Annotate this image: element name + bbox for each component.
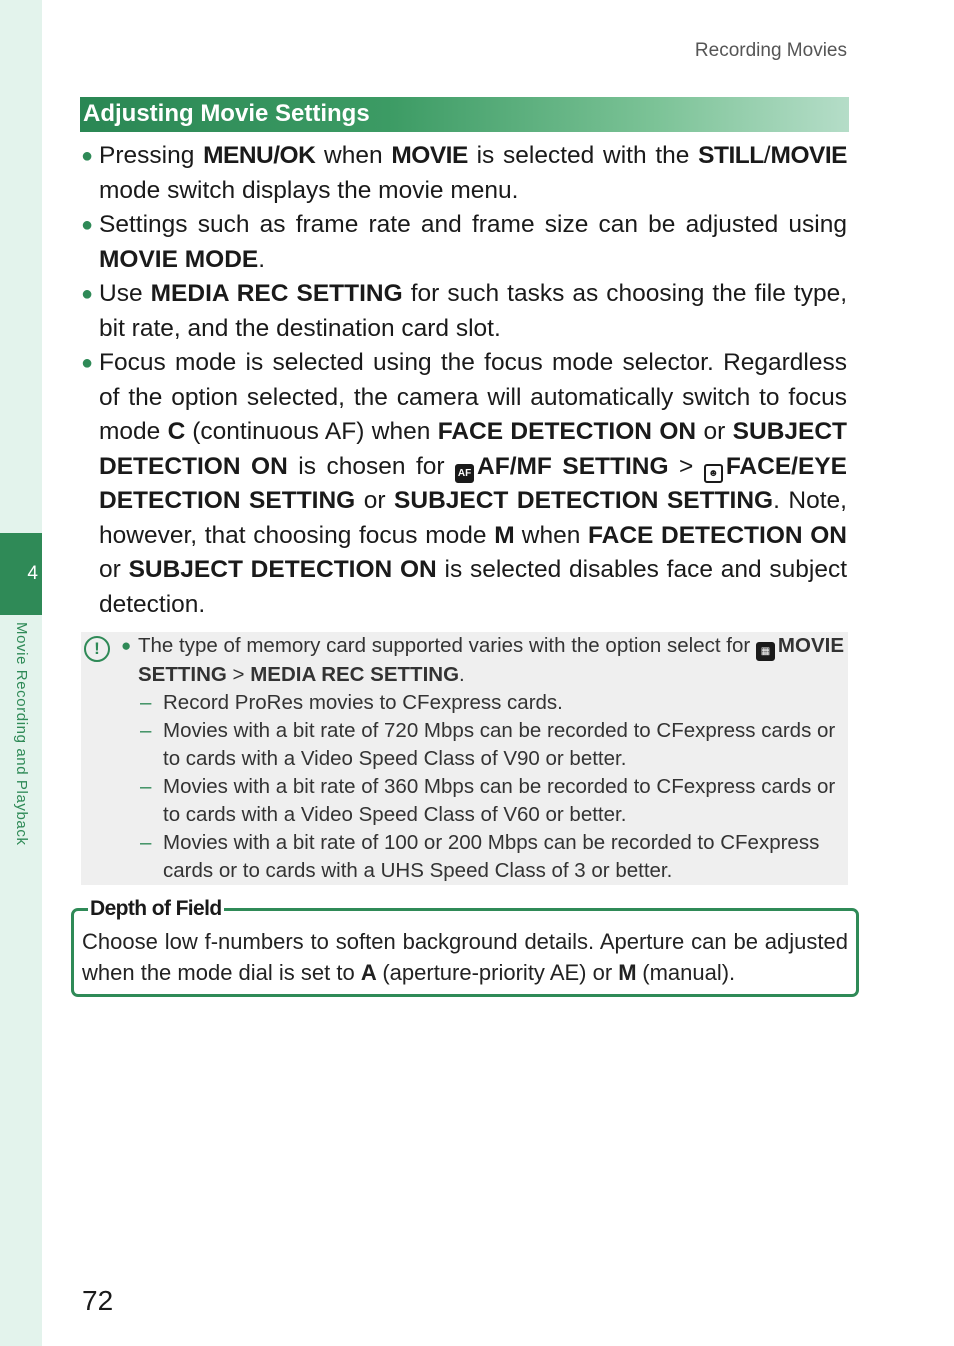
bullet-text: (continuous AF) when (184, 418, 438, 445)
menu-item-name: SUBJECT DETECTION SETTING (394, 487, 774, 514)
chapter-label: Movie Recording and Playback (13, 622, 30, 846)
bullet-text: or (99, 556, 129, 583)
depth-of-field-box (71, 897, 859, 997)
bullet-text: is selected with the (467, 142, 699, 169)
note-main-item (121, 632, 844, 689)
note-sub-item (121, 773, 844, 829)
bullet-dot: ● (81, 145, 94, 167)
bullet-text: > (668, 452, 704, 480)
menu-item-name: MOVIE MODE (99, 245, 259, 273)
bullet-item (79, 139, 847, 208)
mode-m-label: M (618, 960, 637, 985)
note-sub-text: Movies with a bit rate of 720 Mbps can be recorded to CFexpress cards or to cards with a Video Speed Class of V90 or better. (163, 719, 836, 770)
menu-item-name: MEDIA REC SETTING (250, 663, 460, 686)
af-mf-menu-icon: AF (455, 464, 474, 483)
bullet-text: Focus mode is selected using the focus mode selector. Regardless of the option selected, the camera will automatically switch to focus mode (99, 349, 847, 445)
bullet-text: Pressing (99, 142, 204, 169)
bullet-list (79, 139, 847, 622)
menu-item-name: FACE/EYE DETECTION SETTING (99, 452, 847, 514)
menu-item-name: MOVIE SETTING (138, 634, 844, 686)
note-text: . (459, 663, 465, 686)
bullet-text: for such tasks as choosing the file type, bit rate, and the destination card slot. (99, 280, 847, 342)
note-sub-text: Movies with a bit rate of 100 or 200 Mbps can be recorded to CFexpress cards or to cards with a UHS Speed Class of 3 or better. (163, 831, 820, 882)
bullet-text: / (763, 142, 771, 169)
bullet-text: when (514, 521, 589, 549)
note-text: The type of memory card supported varies with the option select for (138, 634, 756, 657)
dash-marker: – (140, 775, 152, 798)
bullet-text: or (355, 487, 395, 514)
menu-ok-button-label: MENU/OK (203, 142, 316, 169)
mode-a-label: A (360, 960, 377, 985)
menu-item-name: SUBJECT DETECTION ON (128, 556, 437, 583)
bullet-text: is selected disables face and subject detection. (99, 556, 848, 618)
running-head: Recording Movies (694, 40, 847, 61)
menu-item-name: MEDIA REC SETTING (150, 280, 403, 307)
still-label: STILL (698, 142, 764, 169)
page-number: 72 (82, 1285, 114, 1316)
note-sub-item (121, 717, 844, 773)
focus-mode-m-label: M (494, 521, 515, 549)
note-text: > (226, 663, 251, 686)
bullet-text: . (258, 245, 266, 273)
menu-item-name: FACE DETECTION ON (437, 418, 697, 445)
movie-label: MOVIE (391, 142, 468, 169)
chapter-tab[interactable] (0, 533, 42, 615)
dash-marker: – (140, 831, 152, 854)
bullet-item (79, 346, 847, 622)
menu-item-name: FACE DETECTION ON (588, 521, 847, 549)
bullet-item (79, 277, 847, 346)
dash-marker: – (140, 691, 152, 714)
bullet-text: mode switch displays the movie menu. (99, 176, 519, 204)
dof-text: (manual). (636, 960, 736, 985)
note-sub-item (121, 689, 844, 717)
bullet-dot: ● (81, 283, 94, 305)
section-title: Adjusting Movie Settings (80, 97, 849, 132)
bullet-dot: ● (81, 352, 94, 374)
depth-of-field-body (82, 926, 848, 988)
bullet-dot: ● (121, 636, 132, 655)
bullet-text: Settings such as frame rate and frame size can be adjusted using (99, 211, 847, 238)
note-sub-text: Record ProRes movies to CFexpress cards. (163, 691, 563, 714)
movie-setting-icon: ▦ (756, 642, 775, 661)
note-sub-item (121, 829, 844, 885)
note-box (81, 632, 848, 885)
bullet-text: . Note, however, that choosing focus mode (99, 487, 847, 549)
bullet-text: Use (99, 280, 151, 307)
depth-of-field-title: Depth of Field (90, 897, 222, 920)
note-sub-text: Movies with a bit rate of 360 Mbps can be recorded to CFexpress cards or to cards with a Video Speed Class of V60 or better. (163, 775, 836, 826)
note-body (121, 632, 844, 885)
menu-item-name: AF/MF SETTING (477, 452, 669, 480)
bullet-dot: ● (81, 214, 94, 236)
caution-icon: ! (84, 636, 110, 662)
dof-text: (aperture-priority AE) or (376, 960, 619, 985)
face-detection-icon: ☻ (704, 464, 723, 483)
dash-marker: – (140, 719, 152, 742)
focus-mode-c-label: C (167, 418, 185, 445)
chapter-number: 4 (27, 563, 38, 584)
bullet-text: or (696, 418, 733, 445)
dof-text: Choose low f-numbers to soften background details. Aperture can be adjusted when the mode dial is set to (82, 929, 848, 985)
bullet-text: is chosen for (287, 452, 456, 480)
movie-label: MOVIE (770, 142, 847, 169)
menu-item-name: SUBJECT DETECTION ON (99, 418, 848, 480)
bullet-item (79, 208, 847, 277)
bullet-text: when (315, 142, 392, 169)
